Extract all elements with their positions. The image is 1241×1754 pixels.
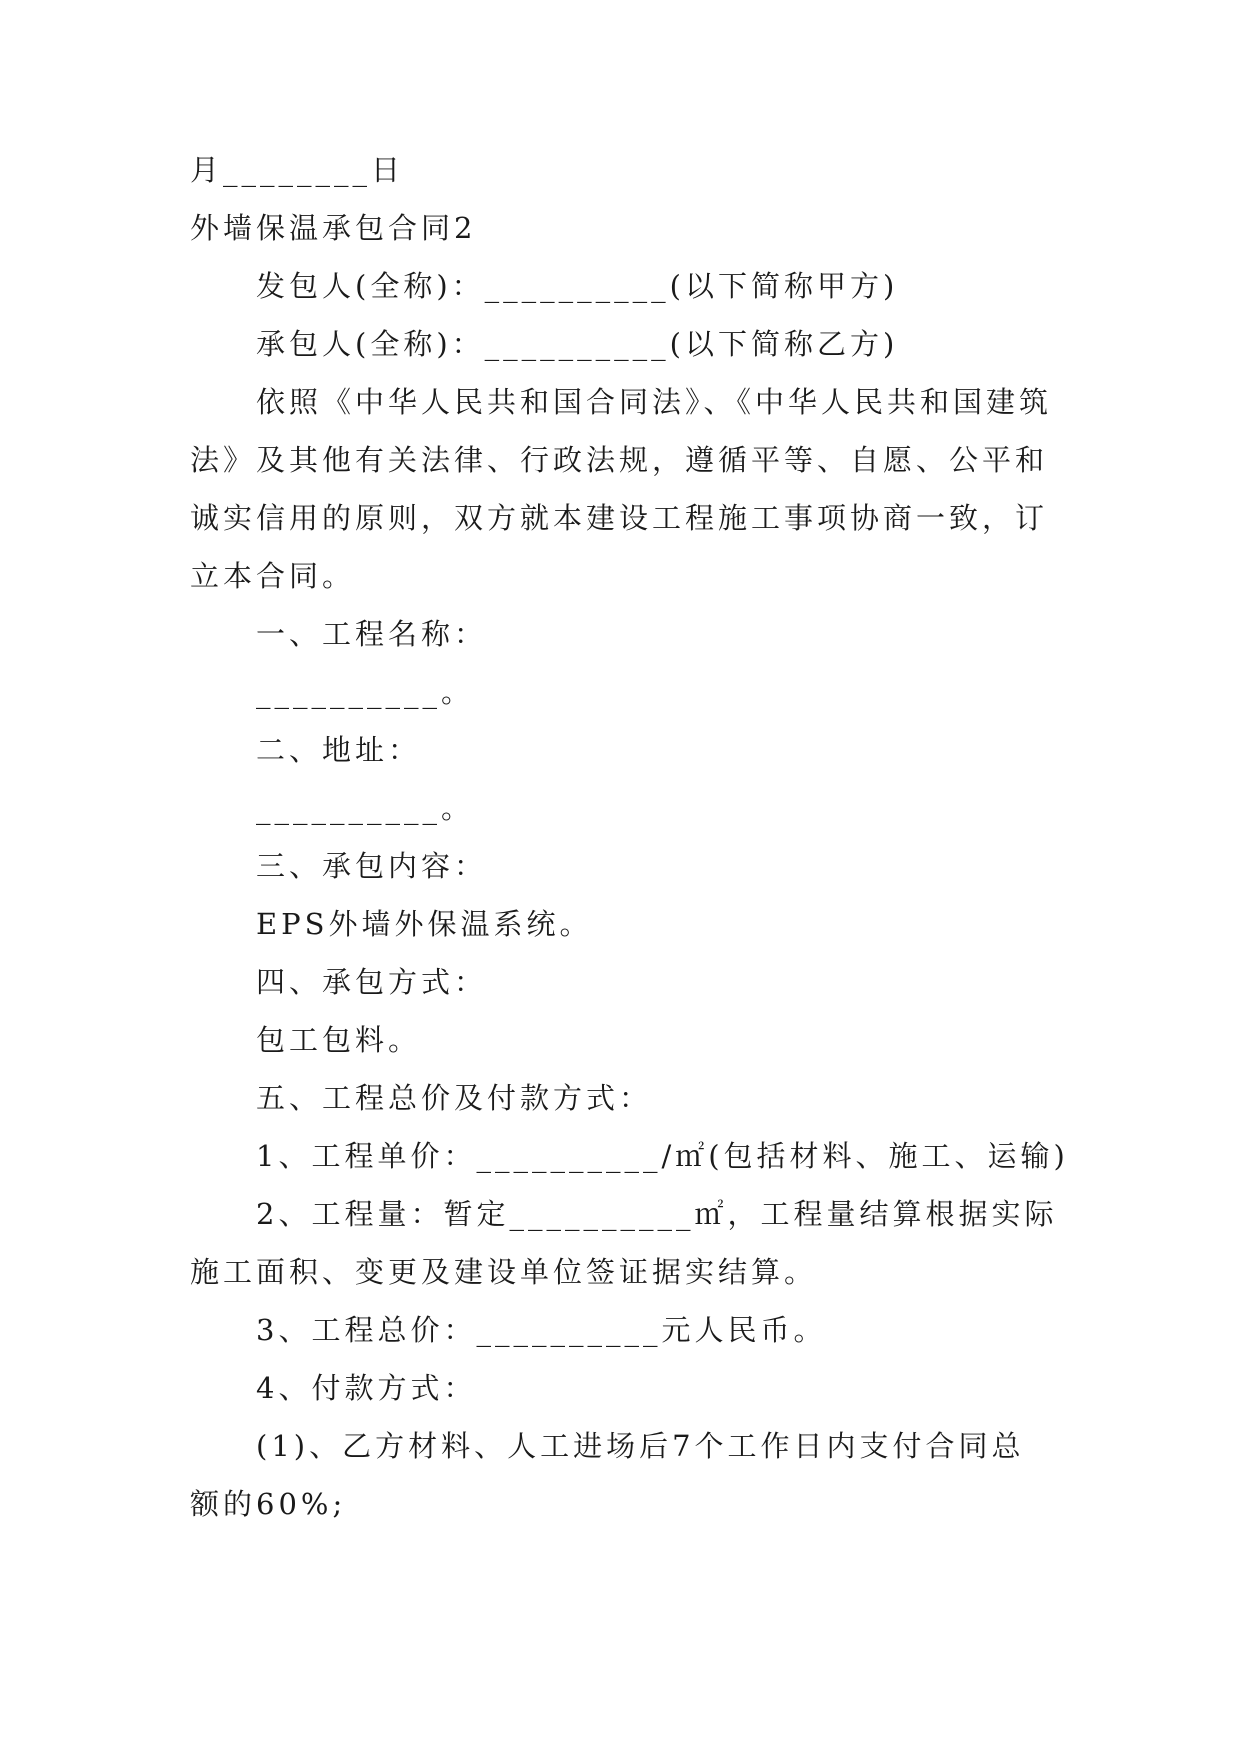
scope-text: EPS外墙外保温系统。	[256, 907, 593, 941]
preamble-line-2: 法》及其他有关法律、行政法规，遵循平等、自愿、公平和	[190, 443, 1049, 477]
contractor-line: 承包人(全称)：__________(以下简称乙方)	[256, 327, 899, 361]
quantity-line-1: 2、工程量：暂定__________㎡，工程量结算根据实际	[256, 1197, 1058, 1231]
quantity-line-2: 施工面积、变更及建设单位签证据实结算。	[190, 1255, 818, 1289]
section-1-heading: 一、工程名称：	[256, 617, 488, 651]
method-text: 包工包料。	[256, 1023, 422, 1057]
employer-line: 发包人(全称)：__________(以下简称甲方)	[256, 269, 899, 303]
date-line: 月________日	[190, 153, 405, 187]
preamble-line-3: 诚实信用的原则，双方就本建设工程施工事项协商一致，订	[190, 501, 1049, 535]
section-2-heading: 二、地址：	[256, 733, 422, 767]
total-price-line: 3、工程总价：__________元人民币。	[256, 1313, 827, 1347]
address-blank: __________。	[256, 791, 475, 825]
contract-title: 外墙保温承包合同2	[190, 211, 477, 245]
section-4-heading: 四、承包方式：	[256, 965, 488, 999]
preamble-line-1: 依照《中华人民共和国合同法》、《中华人民共和国建筑	[256, 385, 1053, 419]
section-3-heading: 三、承包内容：	[256, 849, 488, 883]
payment-term-1-line-1: (1)、乙方材料、人工进场后7个工作日内支付合同总	[256, 1429, 1025, 1463]
project-name-blank: __________。	[256, 675, 475, 709]
unit-price-line: 1、工程单价：__________/㎡(包括材料、施工、运输)	[256, 1139, 1069, 1173]
section-5-heading: 五、工程总价及付款方式：	[256, 1081, 653, 1115]
preamble-line-4: 立本合同。	[190, 559, 356, 593]
payment-term-1-line-2: 额的60%;	[190, 1487, 347, 1521]
payment-heading: 4、付款方式：	[256, 1371, 477, 1405]
